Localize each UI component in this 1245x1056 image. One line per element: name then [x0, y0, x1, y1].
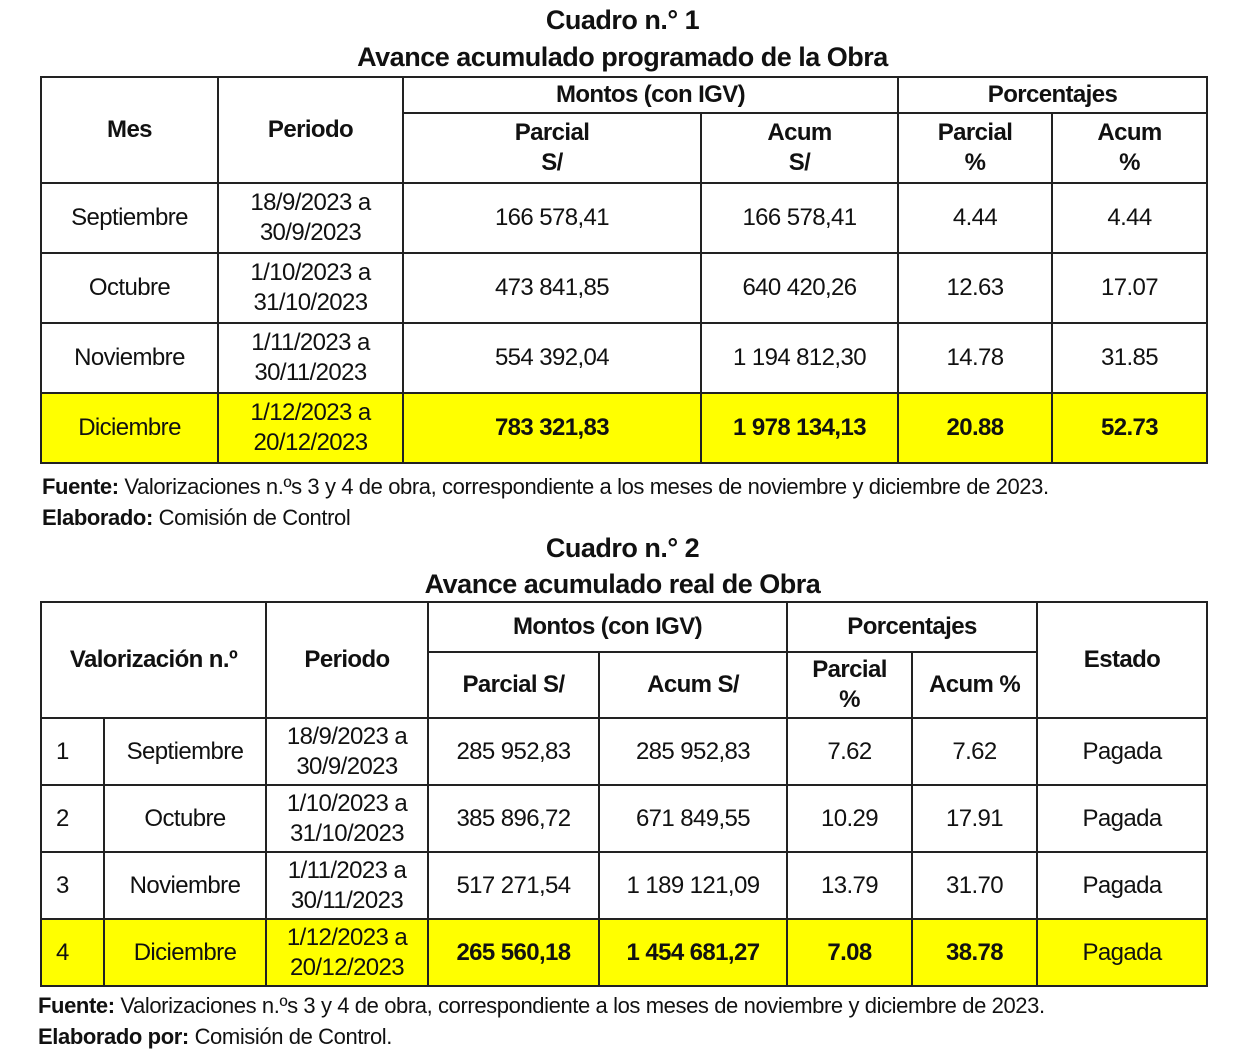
cell-n: 4	[41, 919, 104, 986]
cell-pacum: 31.85	[1052, 323, 1207, 393]
cell-pacum: 52.73	[1052, 393, 1207, 463]
elaborado-label: Elaborado:	[42, 505, 153, 530]
table-row	[41, 919, 1207, 986]
cell-pacum: 17.91	[912, 785, 1037, 852]
cell-acum: 1 978 134,13	[701, 393, 898, 463]
cuadro1-title: Avance acumulado programado de la Obra	[357, 42, 888, 72]
header-acum-soles: Acum S/	[701, 113, 898, 183]
header-acum-soles: Acum S/	[599, 652, 787, 718]
cell-periodo: 1/12/2023 a 20/12/2023	[266, 919, 428, 986]
cell-periodo: 18/9/2023 a 30/9/2023	[266, 718, 428, 785]
cell-n: 1	[41, 718, 104, 785]
header-periodo: Periodo	[218, 77, 403, 183]
cell-mes: Septiembre	[41, 183, 218, 253]
cell-parcial: 783 321,83	[403, 393, 701, 463]
table-row	[41, 852, 1207, 919]
table-row	[41, 323, 1207, 393]
cell-pparcial: 12.63	[898, 253, 1052, 323]
cell-pparcial: 20.88	[898, 393, 1052, 463]
cell-parcial: 385 896,72	[428, 785, 599, 852]
cell-periodo: 1/10/2023 a 31/10/2023	[266, 785, 428, 852]
cell-parcial: 517 271,54	[428, 852, 599, 919]
table-row	[41, 718, 1207, 785]
header-periodo: Periodo	[266, 602, 428, 718]
cell-mes: Diciembre	[104, 919, 266, 986]
cell-pparcial: 7.08	[787, 919, 912, 986]
cell-acum: 1 189 121,09	[599, 852, 787, 919]
cell-estado: Pagada	[1037, 718, 1207, 785]
cell-mes: Octubre	[104, 785, 266, 852]
header-montos: Montos (con IGV)	[428, 602, 787, 652]
table-row	[41, 183, 1207, 253]
cell-acum: 1 454 681,27	[599, 919, 787, 986]
header-acum-pct: Acum %	[912, 652, 1037, 718]
fuente-label: Fuente:	[42, 474, 119, 499]
cuadro1-number: Cuadro n.° 1	[545, 5, 700, 35]
cell-parcial: 473 841,85	[403, 253, 701, 323]
fuente-label: Fuente:	[38, 993, 115, 1018]
cuadro2-fuente	[38, 992, 1045, 1020]
cuadro2-table	[40, 601, 1208, 987]
cell-mes: Diciembre	[41, 393, 218, 463]
cell-periodo: 18/9/2023 a 30/9/2023	[218, 183, 403, 253]
cell-parcial: 554 392,04	[403, 323, 701, 393]
fuente-text: Valorizaciones n.ºs 3 y 4 de obra, correspondiente a los meses de noviembre y diciembre de 2023.	[114, 993, 1045, 1018]
header-acum-pct: Acum %	[1052, 113, 1207, 183]
header-porcentajes: Porcentajes	[898, 77, 1207, 113]
cell-pacum: 38.78	[912, 919, 1037, 986]
cell-pparcial: 4.44	[898, 183, 1052, 253]
cuadro1-fuente	[42, 473, 1049, 501]
header-porcentajes: Porcentajes	[787, 602, 1037, 652]
cell-parcial: 285 952,83	[428, 718, 599, 785]
cell-pparcial: 13.79	[787, 852, 912, 919]
header-parcial-soles: Parcial S/	[403, 113, 701, 183]
elaborado-label: Elaborado por:	[38, 1024, 189, 1049]
cell-pparcial: 7.62	[787, 718, 912, 785]
header-valorizacion: Valorización n.º	[41, 602, 266, 718]
cell-mes: Noviembre	[104, 852, 266, 919]
cell-pacum: 4.44	[1052, 183, 1207, 253]
cell-pacum: 7.62	[912, 718, 1037, 785]
header-parcial-soles: Parcial S/	[428, 652, 599, 718]
elaborado-text: Comisión de Control	[152, 505, 351, 530]
header-mes: Mes	[41, 77, 218, 183]
cuadro1-elaborado	[42, 504, 350, 532]
cell-acum: 285 952,83	[599, 718, 787, 785]
cuadro2-title: Avance acumulado real de Obra	[424, 569, 821, 599]
cell-estado: Pagada	[1037, 919, 1207, 986]
cell-estado: Pagada	[1037, 852, 1207, 919]
cell-mes: Octubre	[41, 253, 218, 323]
cell-acum: 166 578,41	[701, 183, 898, 253]
cell-mes: Septiembre	[104, 718, 266, 785]
cell-periodo: 1/12/2023 a 20/12/2023	[218, 393, 403, 463]
elaborado-text: Comisión de Control.	[188, 1024, 392, 1049]
cell-pacum: 31.70	[912, 852, 1037, 919]
cuadro2-elaborado	[38, 1023, 392, 1051]
cell-n: 2	[41, 785, 104, 852]
table-row	[41, 393, 1207, 463]
cuadro1-table	[40, 76, 1208, 464]
cell-parcial: 265 560,18	[428, 919, 599, 986]
cell-n: 3	[41, 852, 104, 919]
header-parcial-pct: Parcial %	[787, 652, 912, 718]
cell-periodo: 1/11/2023 a 30/11/2023	[266, 852, 428, 919]
header-parcial-pct: Parcial %	[898, 113, 1052, 183]
cell-pparcial: 14.78	[898, 323, 1052, 393]
header-montos: Montos (con IGV)	[403, 77, 898, 113]
cell-pparcial: 10.29	[787, 785, 912, 852]
cell-estado: Pagada	[1037, 785, 1207, 852]
table-row	[41, 253, 1207, 323]
cell-acum: 640 420,26	[701, 253, 898, 323]
cell-pacum: 17.07	[1052, 253, 1207, 323]
cell-periodo: 1/11/2023 a 30/11/2023	[218, 323, 403, 393]
cell-parcial: 166 578,41	[403, 183, 701, 253]
cell-acum: 671 849,55	[599, 785, 787, 852]
cell-mes: Noviembre	[41, 323, 218, 393]
fuente-text: Valorizaciones n.ºs 3 y 4 de obra, correspondiente a los meses de noviembre y diciembre de 2023.	[118, 474, 1049, 499]
cell-periodo: 1/10/2023 a 31/10/2023	[218, 253, 403, 323]
cuadro2-number: Cuadro n.° 2	[545, 533, 700, 563]
cell-acum: 1 194 812,30	[701, 323, 898, 393]
table-row	[41, 785, 1207, 852]
header-estado: Estado	[1037, 602, 1207, 718]
